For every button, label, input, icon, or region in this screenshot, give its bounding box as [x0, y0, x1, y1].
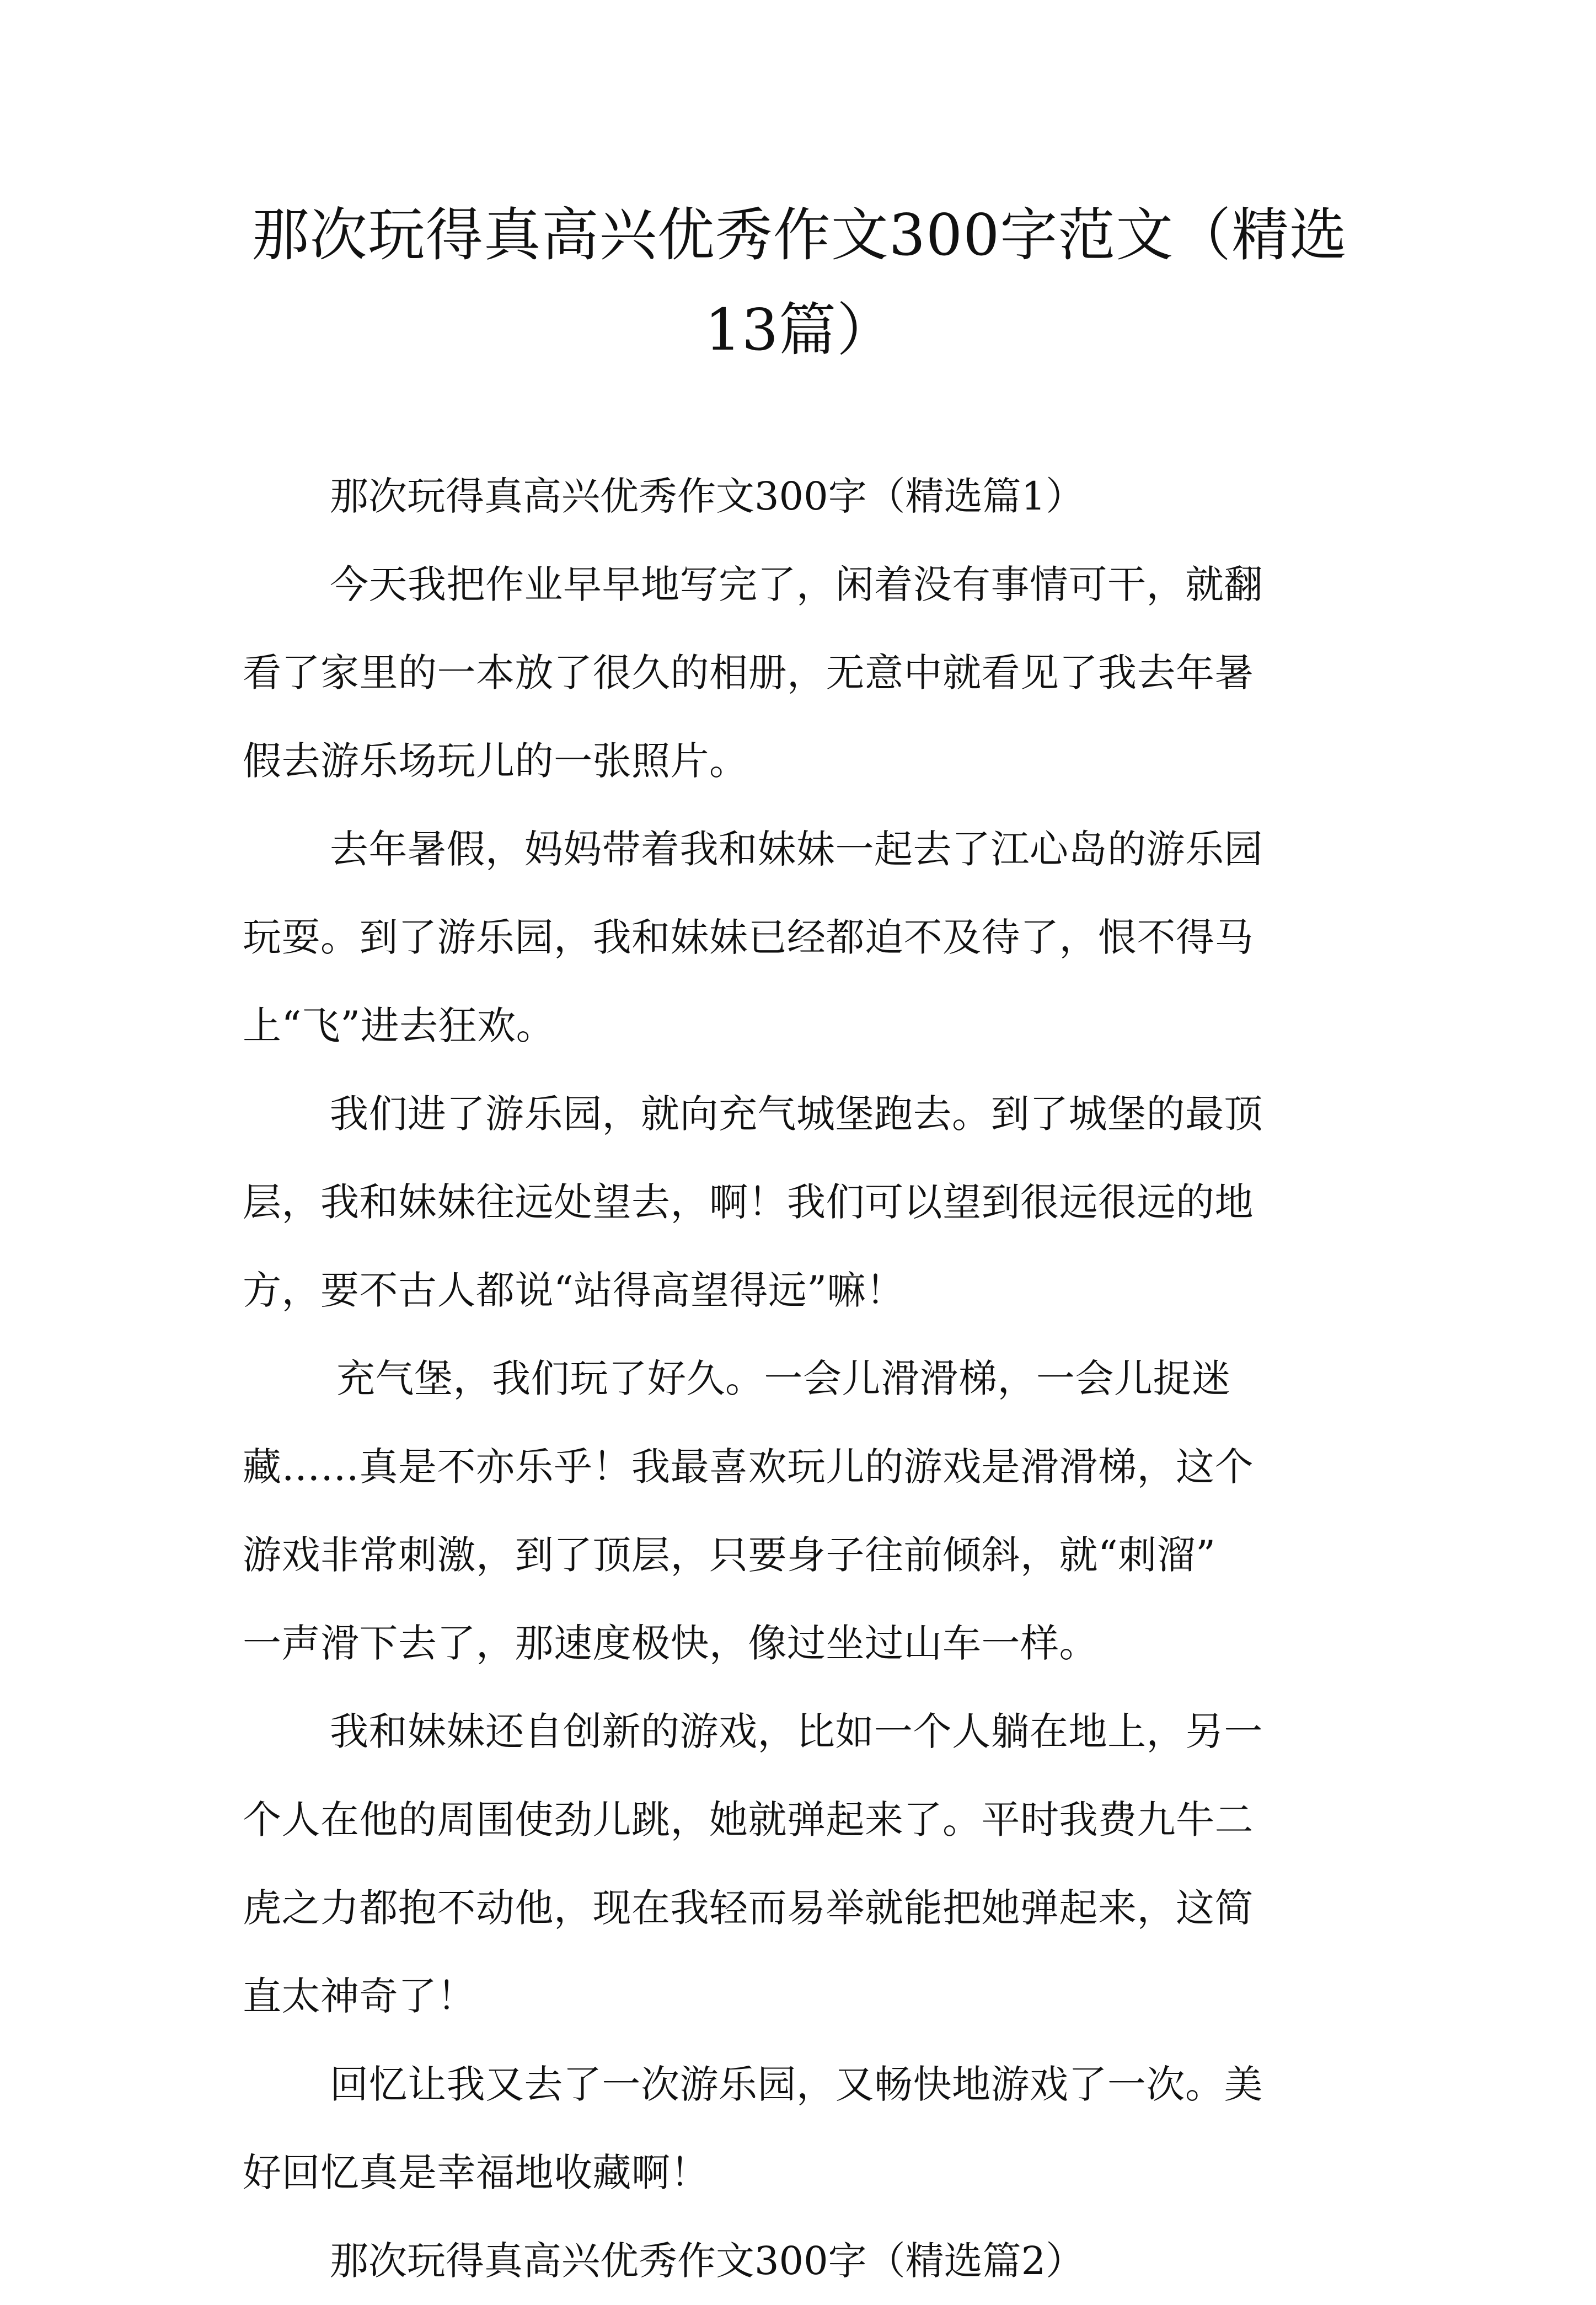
paragraph — [243, 1687, 1362, 2040]
document-body — [243, 452, 1362, 2305]
section-heading: 那次玩得真高兴优秀作文300字（精选篇1） — [330, 474, 1085, 519]
paragraph — [243, 1070, 1362, 1334]
text-line: 去年暑假，妈妈带着我和妹妹一起去了江心岛的游乐园 — [330, 827, 1263, 872]
paragraph — [243, 1334, 1362, 1687]
text-line: 上“飞”进去狂欢。 — [243, 1003, 555, 1048]
title-line: 那次玩得真高兴优秀作文300字范文（精选 — [251, 201, 1348, 269]
text-line: 看了家里的一本放了很久的相册，无意中就看见了我去年暑 — [243, 650, 1254, 695]
text-line: 虎之力都抱不动他，现在我轻而易举就能把她弹起来，这简 — [243, 1885, 1254, 1931]
paragraph — [243, 2040, 1362, 2217]
text-line: 我和妹妹还自创新的游戏，比如一个人躺在地上，另一 — [330, 1709, 1263, 1754]
title-line: 13篇） — [704, 296, 895, 363]
text-line: 好回忆真是幸福地收藏啊！ — [243, 2150, 709, 2195]
text-line: 一声滑下去了，那速度极快，像过坐过山车一样。 — [243, 1621, 1098, 1666]
text-line: 游戏非常刺激，到了顶层，只要身子往前倾斜，就“刺溜” — [243, 1532, 1216, 1578]
text-line: 藏……真是不亦乐乎！我最喜欢玩儿的游戏是滑滑梯，这个 — [243, 1444, 1254, 1489]
text-line: 玩耍。到了游乐园，我和妹妹已经都迫不及待了，恨不得马 — [243, 915, 1254, 960]
text-line: 假去游乐场玩儿的一张照片。 — [243, 738, 748, 784]
section-heading: 那次玩得真高兴优秀作文300字（精选篇2） — [330, 2238, 1085, 2283]
text-line: 我们进了游乐园，就向充气城堡跑去。到了城堡的最顶 — [330, 1091, 1263, 1137]
text-line: 直太神奇了！ — [243, 1974, 476, 2019]
document-title — [237, 187, 1362, 377]
paragraph — [243, 540, 1362, 805]
text-line: 今天我把作业早早地写完了，闲着没有事情可干，就翻 — [330, 562, 1263, 607]
text-line: 充气堡，我们玩了好久。一会儿滑滑梯，一会儿捉迷 — [336, 1356, 1231, 1401]
text-line: 个人在他的周围使劲儿跳，她就弹起来了。平时我费九牛二 — [243, 1797, 1254, 1842]
text-line: 回忆让我又去了一次游乐园，又畅快地游戏了一次。美 — [330, 2062, 1263, 2107]
text-line: 层，我和妹妹往远处望去，啊！我们可以望到很远很远的地 — [243, 1180, 1254, 1225]
text-line: 方，要不古人都说“站得高望得远”嘛！ — [243, 1268, 905, 1313]
paragraph — [243, 805, 1362, 1070]
